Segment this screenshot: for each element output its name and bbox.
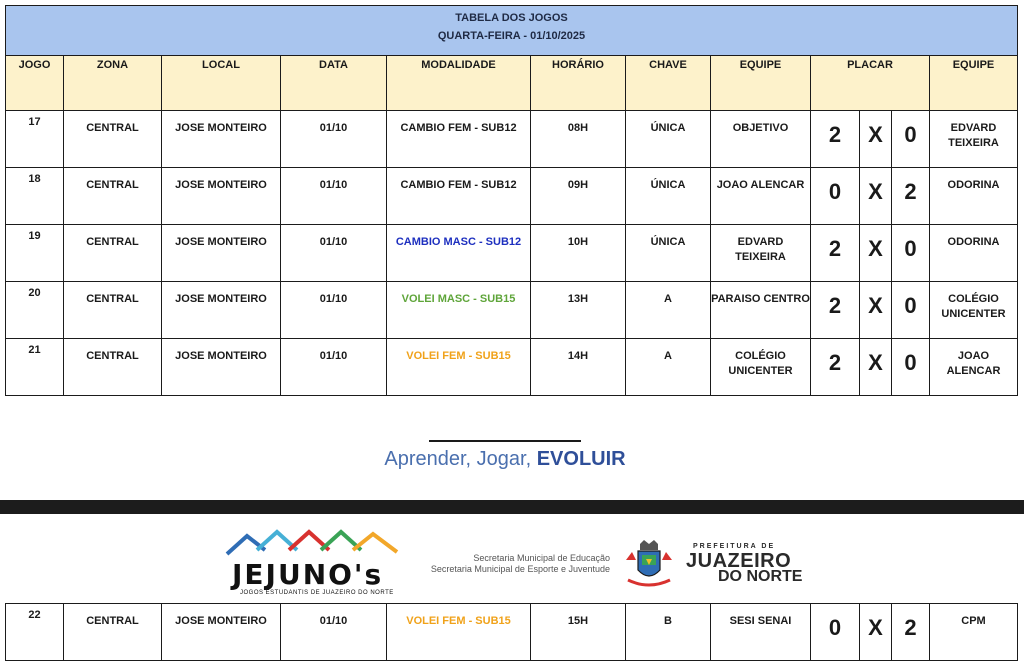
- header-row: [6, 56, 1018, 111]
- cell-zona: CENTRAL: [64, 339, 162, 396]
- cell-jogo: 18: [6, 168, 64, 225]
- cell-data: 01/10: [281, 604, 387, 661]
- cell-data: 01/10: [281, 282, 387, 339]
- table-title-row: [6, 6, 1018, 56]
- secretaria-educacao: Secretaria Municipal de Educação: [473, 553, 610, 563]
- jejunos-logo-text: JEJUNO's: [232, 558, 384, 591]
- table-title: [6, 6, 1018, 56]
- page-divider-bar: [0, 500, 1024, 514]
- header-equipe-away: EQUIPE: [930, 56, 1018, 111]
- cell-score-x: X: [860, 111, 892, 168]
- cell-jogo: 21: [6, 339, 64, 396]
- cell-horario: 13H: [531, 282, 626, 339]
- slogan-text: Aprender, Jogar,: [384, 448, 537, 470]
- secretaria-esporte: Secretaria Municipal de Esporte e Juventude: [430, 564, 610, 574]
- table-row: [6, 604, 1018, 661]
- cell-jogo: 19: [6, 225, 64, 282]
- cell-data: 01/10: [281, 168, 387, 225]
- cell-score-home: 2: [811, 225, 860, 282]
- cell-score-home: 0: [811, 604, 860, 661]
- cell-modalidade: CAMBIO FEM - SUB12: [387, 168, 531, 225]
- header-modalidade: MODALIDADE: [387, 56, 531, 111]
- cell-horario: 15H: [531, 604, 626, 661]
- cell-equipe-away: JOAO ALENCAR: [930, 339, 1018, 396]
- cell-local: JOSE MONTEIRO: [162, 111, 281, 168]
- cell-horario: 09H: [531, 168, 626, 225]
- cell-equipe-away: EDVARD TEIXEIRA: [930, 111, 1018, 168]
- cell-zona: CENTRAL: [64, 168, 162, 225]
- cell-chave: ÚNICA: [626, 168, 711, 225]
- cell-score-away: 0: [892, 111, 930, 168]
- cell-score-away: 0: [892, 225, 930, 282]
- prefeitura-city-suffix: DO NORTE: [718, 568, 803, 585]
- cell-chave: B: [626, 604, 711, 661]
- cell-score-away: 2: [892, 604, 930, 661]
- cell-modalidade: CAMBIO MASC - SUB12: [387, 225, 531, 282]
- cell-score-x: X: [860, 282, 892, 339]
- cell-local: JOSE MONTEIRO: [162, 339, 281, 396]
- cell-equipe-home: OBJETIVO: [711, 111, 811, 168]
- cell-score-away: 0: [892, 282, 930, 339]
- cell-score-x: X: [860, 339, 892, 396]
- cell-modalidade: VOLEI MASC - SUB15: [387, 282, 531, 339]
- cell-equipe-away: ODORINA: [930, 225, 1018, 282]
- cell-equipe-home: COLÉGIO UNICENTER: [711, 339, 811, 396]
- slogan-emphasis: EVOLUIR: [536, 448, 626, 470]
- cell-score-away: 2: [892, 168, 930, 225]
- slogan: [0, 448, 1010, 471]
- cell-local: JOSE MONTEIRO: [162, 225, 281, 282]
- cell-local: JOSE MONTEIRO: [162, 168, 281, 225]
- table-row: [6, 225, 1018, 282]
- cell-score-x: X: [860, 168, 892, 225]
- cell-score-home: 2: [811, 111, 860, 168]
- cell-zona: CENTRAL: [64, 604, 162, 661]
- cell-jogo: 20: [6, 282, 64, 339]
- cell-modalidade: CAMBIO FEM - SUB12: [387, 111, 531, 168]
- cell-local: JOSE MONTEIRO: [162, 604, 281, 661]
- prefeitura-label: PREFEITURA DE: [693, 543, 776, 550]
- header-equipe-home: EQUIPE: [711, 56, 811, 111]
- cell-equipe-away: ODORINA: [930, 168, 1018, 225]
- header-zona: ZONA: [64, 56, 162, 111]
- cell-jogo: 17: [6, 111, 64, 168]
- header-data: DATA: [281, 56, 387, 111]
- cell-zona: CENTRAL: [64, 225, 162, 282]
- cell-score-away: 0: [892, 339, 930, 396]
- header-chave: CHAVE: [626, 56, 711, 111]
- schedule-table: [5, 5, 1018, 396]
- cell-zona: CENTRAL: [64, 282, 162, 339]
- cell-data: 01/10: [281, 111, 387, 168]
- cell-score-x: X: [860, 604, 892, 661]
- cell-modalidade: VOLEI FEM - SUB15: [387, 604, 531, 661]
- slogan-divider: [429, 440, 581, 442]
- cell-zona: CENTRAL: [64, 111, 162, 168]
- secretarias-text: [420, 553, 610, 575]
- cell-jogo: 22: [6, 604, 64, 661]
- cell-score-home: 0: [811, 168, 860, 225]
- cell-equipe-home: JOAO ALENCAR: [711, 168, 811, 225]
- header-jogo: JOGO: [6, 56, 64, 111]
- cell-horario: 14H: [531, 339, 626, 396]
- cell-equipe-away: COLÉGIO UNICENTER: [930, 282, 1018, 339]
- header-horario: HORÁRIO: [531, 56, 626, 111]
- cell-equipe-home: SESI SENAI: [711, 604, 811, 661]
- cell-equipe-home: EDVARD TEIXEIRA: [711, 225, 811, 282]
- cell-score-home: 2: [811, 339, 860, 396]
- table-row: [6, 168, 1018, 225]
- cell-equipe-away: CPM: [930, 604, 1018, 661]
- cell-chave: A: [626, 282, 711, 339]
- header-placar: PLACAR: [811, 56, 930, 111]
- cell-horario: 10H: [531, 225, 626, 282]
- cell-modalidade: VOLEI FEM - SUB15: [387, 339, 531, 396]
- cell-data: 01/10: [281, 225, 387, 282]
- cell-chave: ÚNICA: [626, 225, 711, 282]
- title-text: TABELA DOS JOGOS: [455, 12, 568, 24]
- cell-score-x: X: [860, 225, 892, 282]
- prefeitura-city: JUAZEIRO: [686, 550, 792, 572]
- table-row: [6, 111, 1018, 168]
- jejunos-logo-subtitle: JOGOS ESTUDANTIS DE JUAZEIRO DO NORTE: [240, 590, 394, 596]
- cell-score-home: 2: [811, 282, 860, 339]
- subtitle-text: QUARTA-FEIRA - 01/10/2025: [437, 30, 586, 42]
- cell-chave: A: [626, 339, 711, 396]
- cell-local: JOSE MONTEIRO: [162, 282, 281, 339]
- header-local: LOCAL: [162, 56, 281, 111]
- cell-horario: 08H: [531, 111, 626, 168]
- city-crest-icon: [622, 540, 676, 590]
- table-row: [6, 339, 1018, 396]
- cell-equipe-home: PARAISO CENTRO: [711, 282, 811, 339]
- table-row: [6, 282, 1018, 339]
- cell-chave: ÚNICA: [626, 111, 711, 168]
- cell-data: 01/10: [281, 339, 387, 396]
- schedule-table-continuation: [5, 603, 1018, 661]
